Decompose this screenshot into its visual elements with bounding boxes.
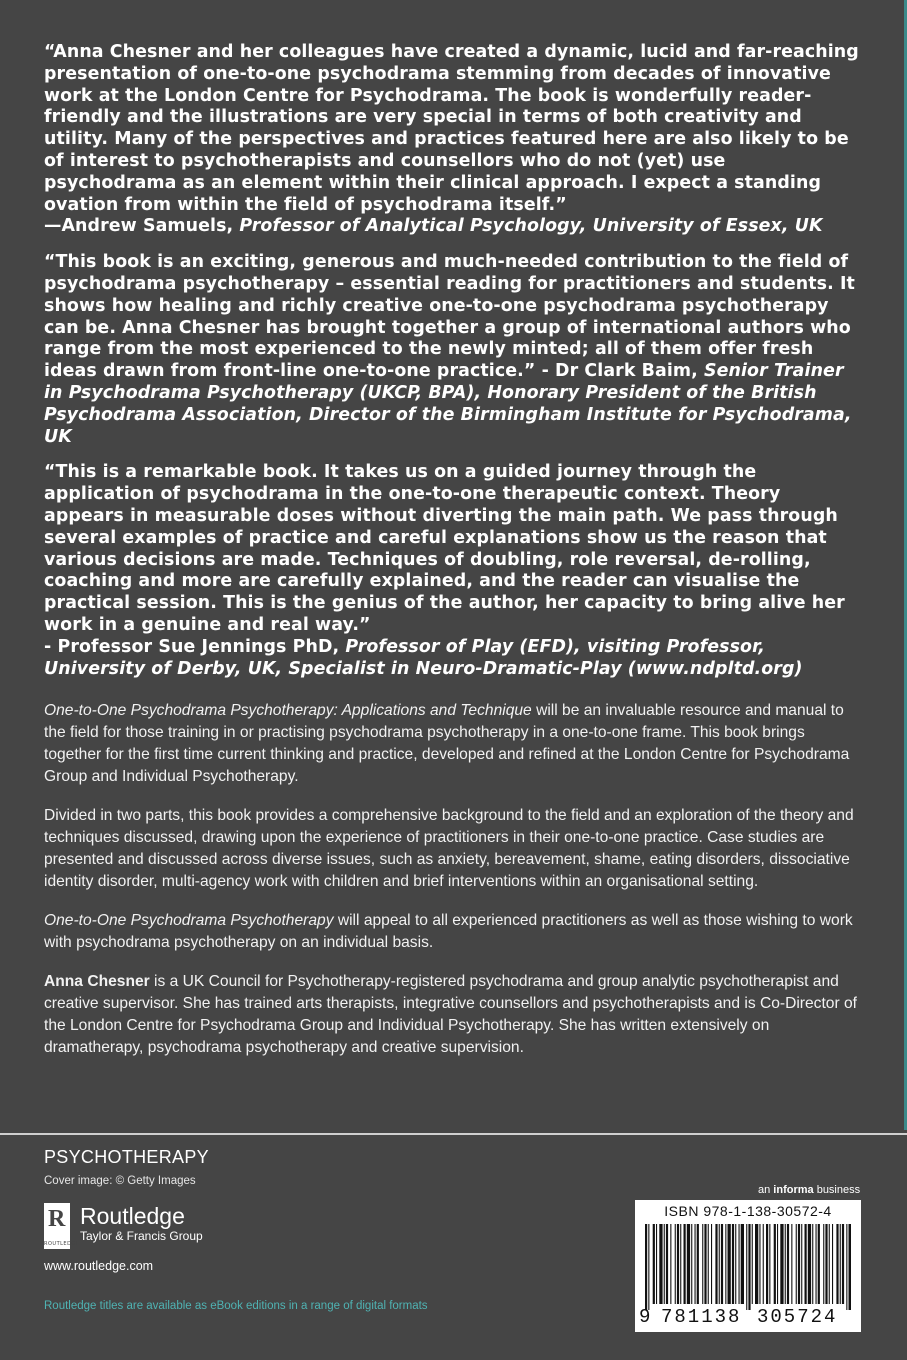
barcode-bar (741, 1224, 744, 1304)
barcode-bar (695, 1224, 696, 1304)
publisher-website[interactable]: www.routledge.com (44, 1259, 154, 1273)
barcode-bar (829, 1224, 830, 1304)
barcode-bar (666, 1224, 668, 1304)
barcode-bar (816, 1224, 817, 1304)
barcode-bar (687, 1224, 690, 1304)
description-paragraph-3 (44, 910, 864, 954)
cover-image-credit: Cover image: © Getty Images (44, 1175, 196, 1187)
description-paragraph-3-text: will appeal to all experienced practitioners as well as those wishing to work with psychodrama psychotherapy on an individual basis. (44, 912, 853, 952)
barcode-bar (697, 1224, 699, 1304)
review-quote-2-author: - Dr Clark Baim, (541, 361, 698, 382)
isbn-barcode (635, 1200, 861, 1332)
subject-category: PSYCHOTHERAPY (44, 1147, 209, 1167)
informa-prefix: an (758, 1184, 774, 1196)
author-bio (44, 971, 864, 1059)
barcode-bar (808, 1224, 811, 1304)
isbn-digit-group-1: 781138 (661, 1306, 742, 1328)
review-quote-3-author: - Professor Sue Jennings PhD, (44, 636, 340, 657)
logo-vertical-text: ROUTLEDGE (44, 1241, 80, 1247)
barcode-bars (645, 1224, 851, 1310)
review-quote-1-author-title: Professor of Analytical Psychology, University of Essex, UK (239, 216, 823, 237)
barcode-bar (755, 1224, 758, 1304)
description-paragraph-1 (44, 700, 864, 788)
review-quote-3-author-title: Professor of Play (EFD), visiting Professor, University of Derby, UK, Specialist in Neuro-Dramatic-Play (www.ndpltd.org) (44, 636, 803, 679)
barcode-bar (653, 1224, 655, 1304)
barcode-bar (680, 1224, 681, 1304)
barcode-bar (659, 1224, 662, 1304)
barcode-bar (832, 1224, 833, 1304)
barcode-bar (691, 1224, 692, 1304)
review-quote-1-text: “Anna Chesner and her colleagues have created a dynamic, lucid and far-reaching presentation of one-to-one psychodrama stemming from decades of innovative work at the London Centre for Psychodrama. The book is wonderfully reader-friendly and the illustrations are very special in terms of both creativity and utility. Many of the perspectives and practices featured here are also likely to be of interest to psychotherapists and counsellors who do not (yet) use psychodrama as an element within their clinical approach. I expect a standing ovation from within the field of psychodrama itself.” (44, 42, 859, 215)
barcode-bar (774, 1224, 776, 1304)
review-quote-1 (44, 42, 864, 238)
review-quote-2-author-title: Senior Trainer in Psychodrama Psychotherapy (UKCP, BPA), Honorary President of the British Psychodrama Association, Director of the Birmingham Institute for Psychodrama, UK (44, 361, 852, 447)
barcode-bar (732, 1224, 734, 1304)
barcode-bar (645, 1224, 647, 1310)
barcode-bar (725, 1224, 726, 1304)
barcode-bar (759, 1224, 760, 1304)
informa-brand: informa (773, 1184, 814, 1196)
review-quote-3-text: “This is a remarkable book. It takes us on a guided journey through the application of psychodrama in the one-to-one therapeutic context. Theory appears in measurable doses without diverting the main path. We pass through several examples of practice and careful explanations show us the reason that various decisions are made. Techniques of doubling, role reversal, de-rolling, coaching and more are carefully explained, and the reader can visualise the practical session. This is the genius of the author, her capacity to bring alive her work in a genuine and real way.” (44, 462, 845, 635)
barcode-bar (812, 1224, 813, 1304)
barcode-bar (836, 1224, 838, 1304)
description-paragraph-1-text: will be an invaluable resource and manual to the field for those training in or practising psychodrama psychotherapy in a one-to-one frame. This book brings together for the first time current thinking and practice, developed and refined at the London Centre for Psychodrama Group and Individual Psychotherapy. (44, 702, 850, 786)
barcode-bar (846, 1224, 847, 1310)
barcode-bar (780, 1224, 783, 1304)
barcode-bar (763, 1224, 764, 1304)
barcode-bar (675, 1224, 676, 1304)
informa-suffix: business (813, 1184, 861, 1196)
author-name: Anna Chesner (44, 973, 150, 991)
footer-divider (0, 1133, 907, 1135)
back-cover-content (44, 42, 864, 1076)
barcode-bar (791, 1224, 792, 1304)
barcode-bar (825, 1224, 827, 1304)
barcode-bar (735, 1224, 736, 1304)
publisher-name: Routledge (80, 1203, 185, 1229)
barcode-bar (684, 1224, 686, 1304)
barcode-bar (777, 1224, 778, 1304)
barcode-bar (721, 1224, 723, 1304)
barcode-bar (670, 1224, 671, 1304)
barcode-bar (752, 1224, 753, 1304)
publisher-group: Taylor & Francis Group (80, 1229, 203, 1243)
routledge-logo-icon: R ROUTLEDGE (44, 1203, 70, 1249)
barcode-bar (818, 1224, 820, 1304)
book-title-short-italic: One-to-One Psychodrama Psychotherapy (44, 912, 334, 930)
isbn-digit-lead: 9 (639, 1306, 651, 1328)
barcode-bar (708, 1224, 709, 1304)
barcode-bar (648, 1224, 649, 1310)
author-bio-text: is a UK Council for Psychotherapy-registered psychodrama and group analytic psychotherapist and creative supervisor. She has trained arts therapists, integrative counsellors and psychotherapists and is Co-Director of the London Centre for Psychodrama Group and Individual Psychotherapy. She has written extensively on dramatherapy, psychodrama psychotherapy and creative supervision. (44, 973, 858, 1057)
barcode-bar (746, 1224, 747, 1310)
barcode-bar (711, 1224, 712, 1304)
barcode-bar (840, 1224, 841, 1304)
review-quote-3 (44, 462, 864, 680)
barcode-bar (823, 1224, 824, 1304)
barcode-bar (785, 1224, 786, 1304)
ebook-note: Routledge titles are available as eBook editions in a range of digital formats (44, 1300, 428, 1312)
barcode-bar (796, 1224, 797, 1304)
barcode-bar (849, 1224, 852, 1310)
isbn-label: ISBN 978-1-138-30572-4 (664, 1203, 832, 1219)
review-quote-2-text: “This book is an exciting, generous and much-needed contribution to the field of psychodrama psychotherapy – essential reading for practitioners and students. It shows how healing and richly creative one-to-one psychodrama psychotherapy can be. Anna Chesner has brought together a group of international authors who range from the most experienced to the newly minted; all of them offer fresh ideas drawn from front-line one-to-one practice.” (44, 252, 855, 382)
barcode-bar (766, 1224, 768, 1304)
informa-business-tag (758, 1184, 860, 1196)
barcode-bar (787, 1224, 789, 1304)
barcode-bar (805, 1224, 807, 1304)
barcode-bar (719, 1224, 720, 1304)
barcode-bar (798, 1224, 800, 1304)
isbn-digit-group-2: 305724 (757, 1306, 838, 1328)
publisher-logo (44, 1203, 203, 1249)
barcode-bar (748, 1224, 750, 1310)
barcode-bar (769, 1224, 770, 1304)
review-quote-2 (44, 252, 864, 448)
barcode-bar (702, 1224, 703, 1304)
description-paragraph-2: Divided in two parts, this book provides a comprehensive background to the field and an exploration of the theory and techniques discussed, drawing upon the experience of practitioners in their one-to-one practice. Case studies are presented and discussed across diverse issues, such as anxiety, bereavement, shame, eating disorders, dissociative identity disorder, multi-agency work with children and brief interventions within an organisational setting. (44, 807, 854, 891)
barcode-bar (715, 1224, 717, 1304)
barcode-bar (656, 1224, 657, 1304)
barcode-bar (801, 1224, 802, 1304)
barcode-bar (704, 1224, 706, 1304)
review-quote-1-author: —Andrew Samuels, (44, 216, 234, 237)
barcode-bar (664, 1224, 665, 1304)
book-title-italic: One-to-One Psychodrama Psychotherapy: Applications and Technique (44, 702, 532, 720)
barcode-bar (677, 1224, 679, 1304)
barcode-bar (739, 1224, 740, 1304)
barcode-bar (842, 1224, 844, 1304)
barcode-bar (728, 1224, 731, 1304)
